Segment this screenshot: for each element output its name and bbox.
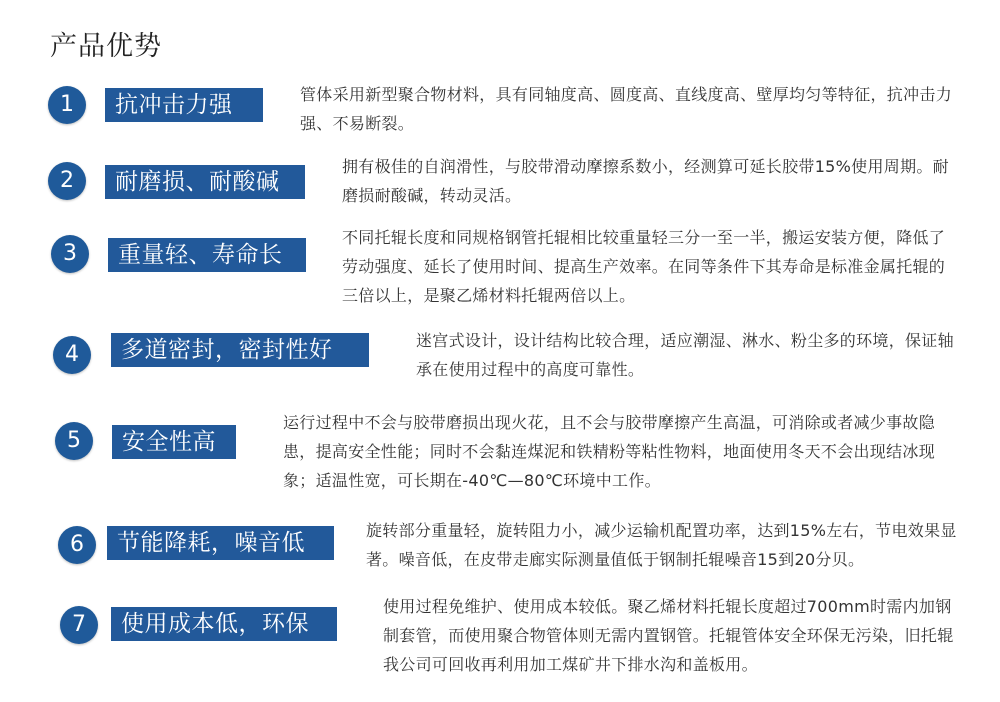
number-badge: 2 <box>48 162 86 200</box>
feature-title: 节能降耗，噪音低 <box>107 526 334 560</box>
feature-title: 耐磨损、耐酸碱 <box>105 165 305 199</box>
feature-description: 管体采用新型聚合物材料，具有同轴度高、圆度高、直线度高、壁厚均匀等特征，抗冲击力强、不易断裂。 <box>300 85 953 133</box>
feature-description: 使用过程免维护、使用成本较低。聚乙烯材料托辊长度超过700mm时需内加钢制套管，而使用聚合物管体则无需内置钢管。托辊管体安全环保无污染，旧托辊我公司可回收再利用加工煤矿井下排水沟和盖板用。 <box>383 597 954 674</box>
feature-description: 迷宫式设计，设计结构比较合理，适应潮湿、淋水、粉尘多的环境，保证轴承在使用过程中的高度可靠性。 <box>416 331 954 379</box>
number-badge: 3 <box>51 235 89 273</box>
page-title: 产品优势 <box>50 31 162 62</box>
feature-title: 多道密封，密封性好 <box>111 333 369 367</box>
feature-description: 运行过程中不会与胶带磨损出现火花，且不会与胶带摩擦产生高温，可消除或者减少事故隐患，提高安全性能；同时不会黏连煤泥和铁精粉等粘性物料，地面使用冬天不会出现结冰现象；适温性宽，可长期在-40℃—80℃环境中工作。 <box>283 413 936 490</box>
feature-title: 抗冲击力强 <box>105 88 263 122</box>
number-badge: 7 <box>60 606 98 644</box>
number-badge: 5 <box>55 422 93 460</box>
feature-title: 安全性高 <box>112 425 236 459</box>
feature-title: 使用成本低，环保 <box>111 607 337 641</box>
number-badge: 1 <box>48 86 86 124</box>
number-badge: 6 <box>58 526 96 564</box>
feature-description: 不同托辊长度和同规格钢管托辊相比较重量轻三分一至一半，搬运安装方便，降低了劳动强度、延长了使用时间、提高生产效率。在同等条件下其寿命是标准金属托辊的三倍以上，是聚乙烯材料托辊两倍以上。 <box>342 228 946 305</box>
feature-description: 拥有极佳的自润滑性，与胶带滑动摩擦系数小，经测算可延长胶带15%使用周期。耐磨损耐酸碱，转动灵活。 <box>342 157 949 205</box>
number-badge: 4 <box>53 336 91 374</box>
feature-description: 旋转部分重量轻，旋转阻力小，减少运输机配置功率，达到15%左右，节电效果显著。噪音低，在皮带走廊实际测量值低于钢制托辊噪音15到20分贝。 <box>366 521 957 569</box>
feature-title: 重量轻、寿命长 <box>108 238 306 272</box>
